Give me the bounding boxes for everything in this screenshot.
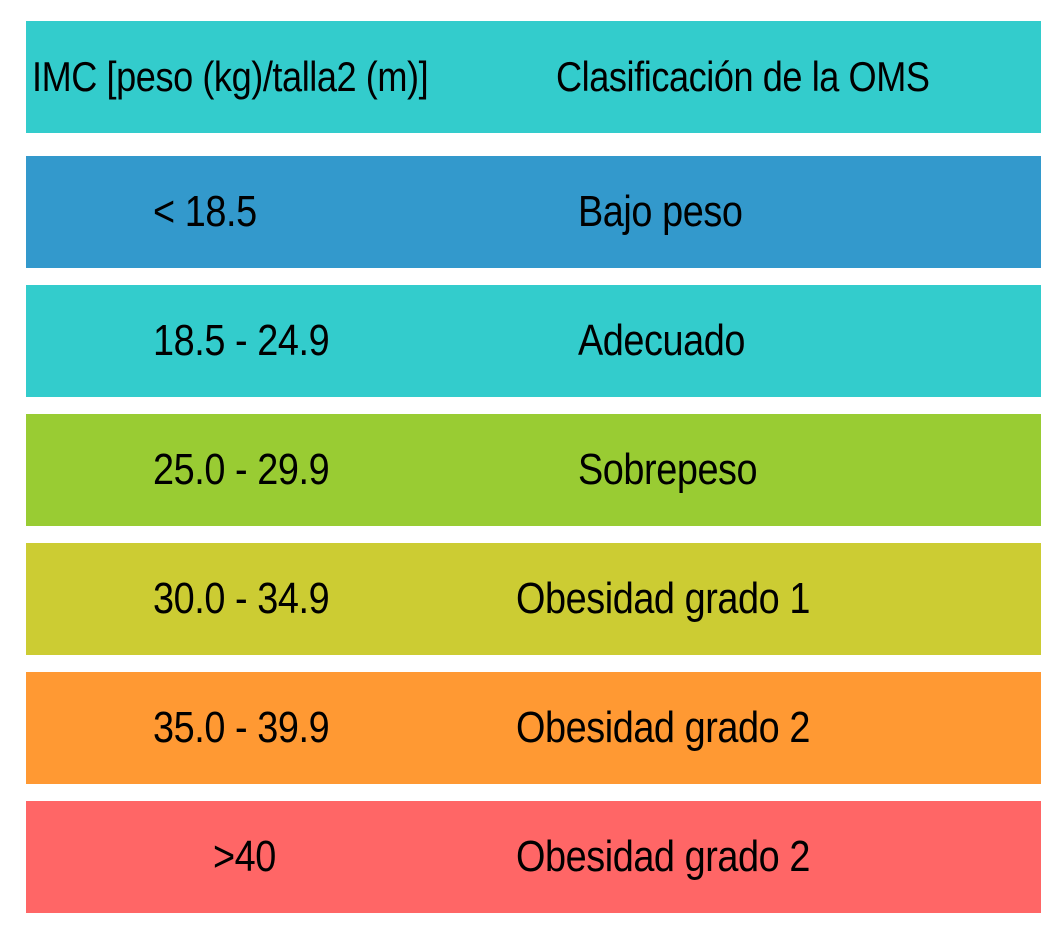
classification-cell: Bajo peso [578, 187, 743, 236]
classification-cell: Adecuado [578, 316, 745, 365]
table-row [26, 543, 1041, 655]
bmi-range-cell: 30.0 - 34.9 [153, 574, 330, 623]
bmi-range-cell: 25.0 - 29.9 [153, 445, 330, 494]
bmi-range-cell: >40 [213, 832, 276, 881]
table-header-row [26, 21, 1041, 133]
classification-cell: Sobrepeso [578, 445, 758, 494]
classification-cell: Obesidad grado 2 [516, 703, 810, 752]
bmi-classification-table [26, 21, 1041, 930]
table-row [26, 414, 1041, 526]
table-row [26, 156, 1041, 268]
table-row [26, 672, 1041, 784]
header-bmi-formula: IMC [peso (kg)/talla2 (m)] [32, 53, 429, 100]
table-row [26, 285, 1041, 397]
table-row [26, 801, 1041, 913]
bmi-range-cell: < 18.5 [153, 187, 257, 236]
bmi-range-cell: 35.0 - 39.9 [153, 703, 330, 752]
bmi-range-cell: 18.5 - 24.9 [153, 316, 330, 365]
classification-cell: Obesidad grado 2 [516, 832, 810, 881]
header-who-classification: Clasificación de la OMS [556, 53, 930, 100]
classification-cell: Obesidad grado 1 [516, 574, 810, 623]
